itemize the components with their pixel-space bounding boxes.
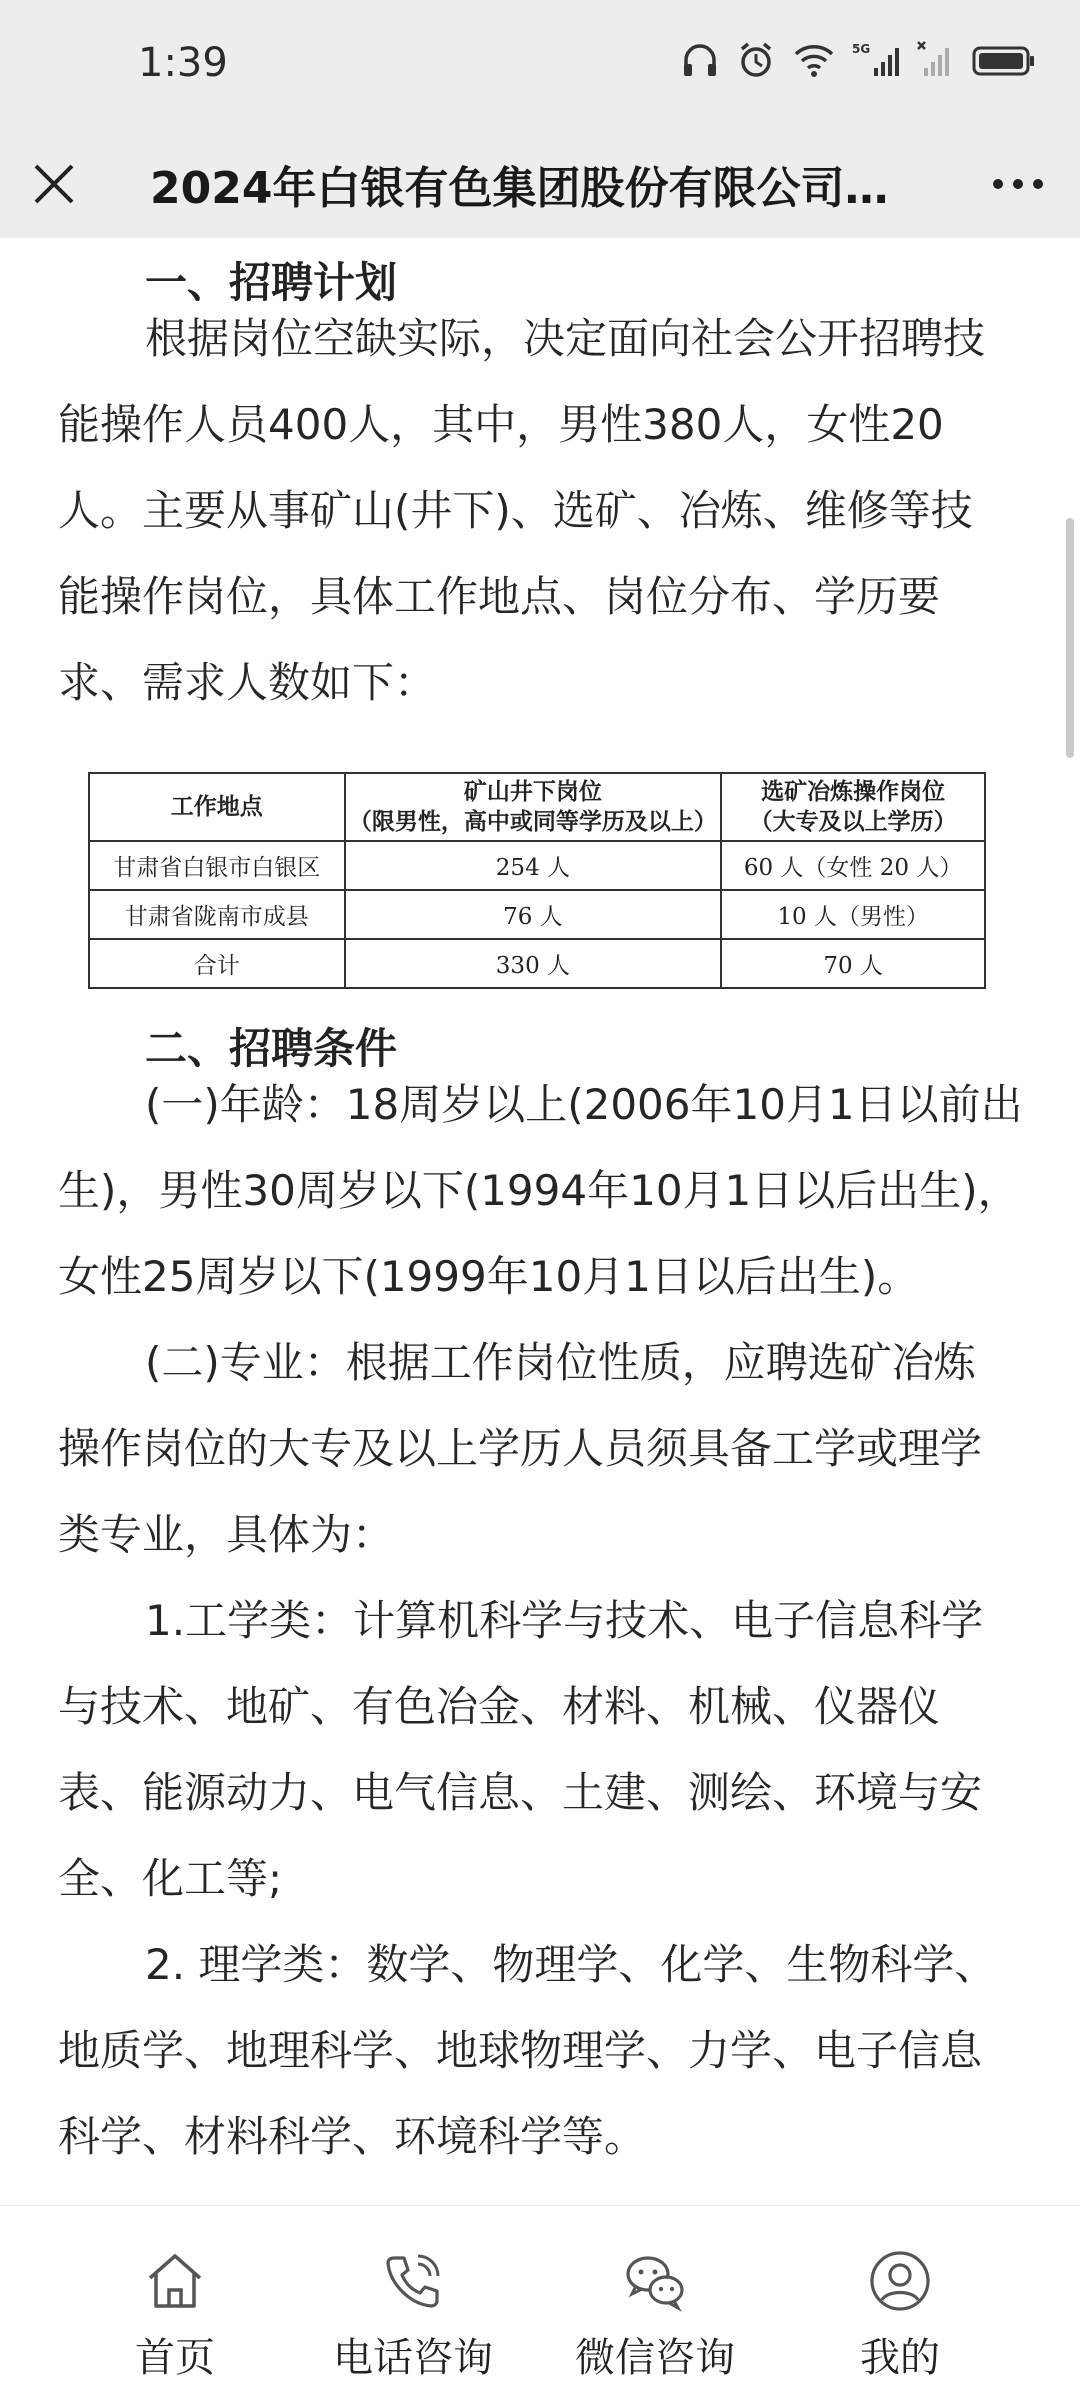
battery-icon bbox=[972, 40, 1036, 80]
alarm-icon bbox=[736, 40, 776, 80]
signal-icon bbox=[916, 40, 956, 80]
text-line: 操作岗位的大专及以上学历人员须具备工学或理学 bbox=[58, 1424, 983, 1473]
home-icon bbox=[142, 2248, 208, 2314]
close-button[interactable] bbox=[22, 152, 86, 216]
status-bar bbox=[0, 0, 1080, 130]
headphones-icon bbox=[680, 40, 720, 80]
text-line: 地质学、地理科学、地球物理学、力学、电子信息 bbox=[58, 2026, 983, 2075]
text-line: 科学、材料科学、环境科学等。 bbox=[58, 2112, 647, 2161]
nav-label: 电话咨询 bbox=[333, 2335, 493, 2381]
table-row bbox=[89, 939, 985, 988]
header-smelt-title: 选矿冶炼操作岗位 bbox=[761, 778, 946, 805]
close-icon bbox=[32, 162, 76, 206]
article-content[interactable] bbox=[0, 238, 1080, 2205]
more-icon bbox=[990, 176, 1046, 192]
signal-5g-icon bbox=[852, 40, 900, 80]
status-icons bbox=[680, 40, 1036, 80]
conditions-paragraphs bbox=[58, 1062, 1023, 2180]
table-cell: 254 人 bbox=[345, 841, 722, 890]
table-row bbox=[89, 841, 985, 890]
header-location: 工作地点 bbox=[89, 773, 345, 841]
text-line: 生)，男性30周岁以下(1994年10月1日以后出生)， bbox=[58, 1166, 1020, 1215]
text-line: 求、需求人数如下： bbox=[58, 658, 437, 707]
text-line: 能操作人员400人，其中，男性380人，女性20 bbox=[58, 400, 944, 449]
table-cell: 70 人 bbox=[721, 939, 985, 988]
phone-icon bbox=[380, 2248, 446, 2314]
text-line: (二)专业：根据工作岗位性质，应聘选矿冶炼 bbox=[145, 1338, 976, 1387]
table-cell: 10 人（男性） bbox=[721, 890, 985, 939]
text-line: 女性25周岁以下(1999年10月1日以后出生)。 bbox=[58, 1252, 920, 1301]
recruitment-table bbox=[88, 772, 986, 989]
more-options-button[interactable] bbox=[978, 152, 1058, 216]
top-bar bbox=[0, 0, 1080, 238]
text-line: 根据岗位空缺实际，决定面向社会公开招聘技 bbox=[145, 314, 986, 363]
table-cell: 330 人 bbox=[345, 939, 722, 988]
plan-paragraph bbox=[58, 296, 1018, 726]
nav-label: 我的 bbox=[860, 2335, 940, 2381]
text-line: 全、化工等; bbox=[58, 1854, 283, 1903]
svg-text:5G: 5G bbox=[852, 42, 871, 56]
header-mine-note: （限男性，高中或同等学历及以上） bbox=[348, 808, 717, 835]
text-line: 表、能源动力、电气信息、土建、测绘、环境与安 bbox=[58, 1768, 983, 1817]
page-title: 2024年白银有色集团股份有限公司… bbox=[150, 163, 889, 214]
table-cell: 合计 bbox=[89, 939, 345, 988]
nav-home[interactable] bbox=[65, 2206, 285, 2401]
nav-label: 微信咨询 bbox=[575, 2335, 735, 2381]
nav-wechat[interactable] bbox=[545, 2206, 765, 2401]
table-cell: 60 人（女性 20 人） bbox=[721, 841, 985, 890]
user-icon bbox=[867, 2248, 933, 2314]
text-line: 1.工学类：计算机科学与技术、电子信息科学 bbox=[145, 1596, 984, 1645]
table-cell: 甘肃省白银市白银区 bbox=[89, 841, 345, 890]
text-line: (一)年龄：18周岁以上(2006年10月1日以前出 bbox=[145, 1080, 1023, 1129]
wifi-icon bbox=[792, 40, 836, 80]
nav-label: 首页 bbox=[135, 2335, 215, 2381]
section-heading-plan: 一、招聘计划 bbox=[145, 258, 398, 307]
text-line: 类专业，具体为： bbox=[58, 1510, 395, 1559]
table-header-row bbox=[89, 773, 985, 841]
text-line: 能操作岗位，具体工作地点、岗位分布、学历要 bbox=[58, 572, 941, 621]
scrollbar-thumb[interactable] bbox=[1066, 518, 1074, 758]
text-line: 与技术、地矿、有色冶金、材料、机械、仪器仪 bbox=[58, 1682, 941, 1731]
status-time: 1:39 bbox=[138, 40, 228, 86]
title-bar bbox=[0, 130, 1080, 238]
header-smelt bbox=[721, 773, 985, 841]
nav-phone[interactable] bbox=[303, 2206, 523, 2401]
wechat-icon bbox=[622, 2248, 688, 2314]
text-line: 人。主要从事矿山(井下)、选矿、冶炼、维修等技 bbox=[58, 486, 973, 535]
table-row bbox=[89, 890, 985, 939]
bottom-nav bbox=[0, 2205, 1080, 2401]
nav-mine[interactable] bbox=[790, 2206, 1010, 2401]
text-line: 2. 理学类：数学、物理学、化学、生物科学、 bbox=[145, 1940, 997, 1989]
header-mine bbox=[345, 773, 722, 841]
table-cell: 76 人 bbox=[345, 890, 722, 939]
section-heading-conditions: 二、招聘条件 bbox=[145, 1024, 398, 1073]
header-smelt-note: （大专及以上学历） bbox=[749, 808, 957, 835]
header-mine-title: 矿山井下岗位 bbox=[463, 778, 602, 805]
table-cell: 甘肃省陇南市成县 bbox=[89, 890, 345, 939]
